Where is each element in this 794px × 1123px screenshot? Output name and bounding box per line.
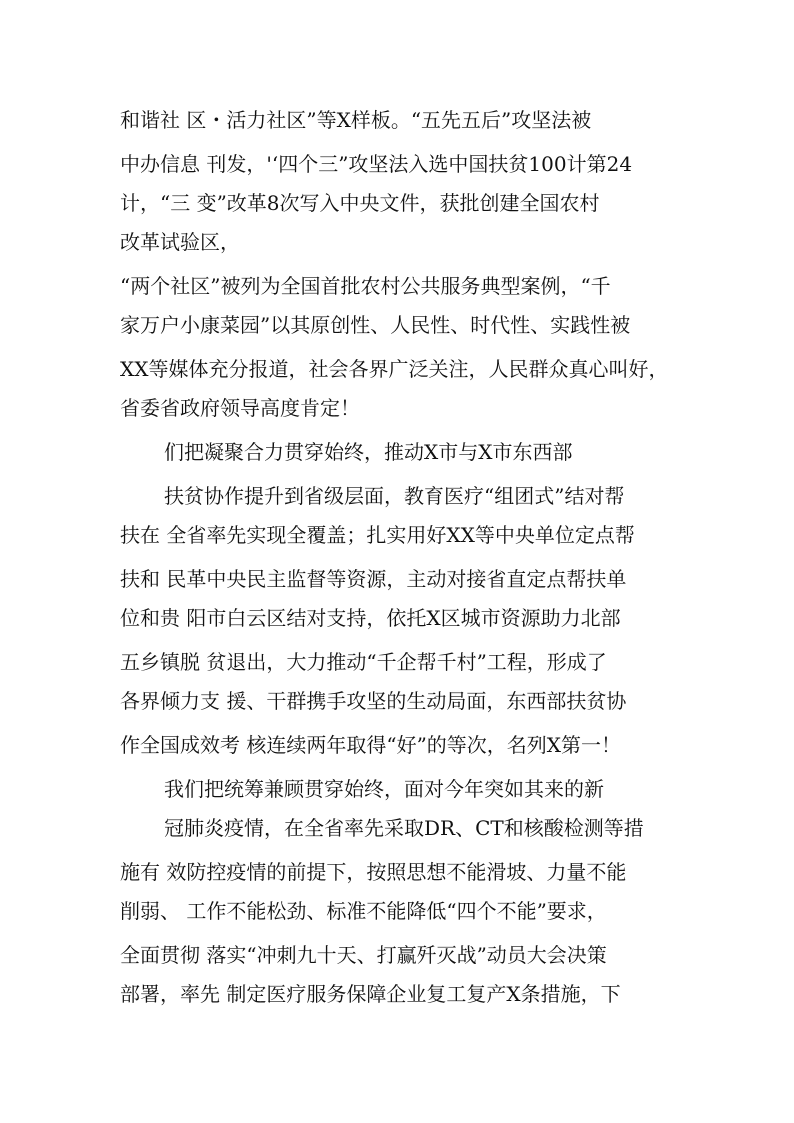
text-line: 计，“三 变”改革8次写入中央文件，获批创建全国农村	[120, 191, 600, 215]
text-line: “两个社区”被列为全国首批农村公共服务典型案例，“千	[120, 274, 611, 298]
text-line: 扶贫协作提升到省级层面，教育医疗“组团式”结对帮	[164, 484, 625, 508]
text-line: 我们把统筹兼顾贯穿始终，面对今年突如其来的新	[164, 777, 604, 801]
text-line: 扶在 全省率先实现全覆盖；扎实用好XX等中央单位定点帮	[120, 523, 635, 547]
text-line: 五乡镇脱 贫退出，大力推动“千企帮千村”工程，形成了	[120, 650, 607, 674]
text-line: 部署，率先 制定医疗服务保障企业复工复产X条措施，下	[120, 982, 621, 1006]
text-line: 施有 效防控疫情的前提下，按照思想不能滑坡、力量不能	[120, 860, 627, 884]
text-line: 作全国成效考 核连续两年取得“好”的等次，名列X第一！	[120, 733, 622, 757]
text-line: 家万户小康菜园”以其原创性、人民性、时代性、实践性被	[120, 313, 631, 337]
text-line: 们把凝聚合力贯穿始终，推动X市与X市东西部	[164, 440, 573, 464]
text-line: 扶和 民革中央民主监督等资源，主动对接省直定点帮扶单	[120, 567, 627, 591]
text-line: XX等媒体充分报道，社会各界广泛关注，人民群众真心叫好，	[120, 357, 669, 381]
text-line: 省委省政府领导高度肯定！	[120, 396, 360, 420]
text-line: 削弱、 工作不能松劲、标准不能降低“四个不能”要求，	[120, 899, 607, 923]
text-line: 冠肺炎疫情，在全省率先采取DR、CT和核酸检测等措	[164, 816, 644, 840]
text-line: 和谐社 区・活力社区”等X样板。“五先五后”攻坚法被	[120, 108, 592, 132]
text-line: 位和贵 阳市白云区结对支持，依托X区城市资源助力北部	[120, 606, 621, 630]
text-line: 改革试验区，	[120, 230, 240, 254]
text-line: 中办信息 刊发，'‘四个三”攻坚法入选中国扶贫100计第24	[120, 152, 633, 176]
text-line: 全面贯彻 落实“冲刺九十天、打赢歼灭战”动员大会决策	[120, 943, 607, 967]
text-line: 各界倾力支 援、干群携手攻坚的生动局面，东西部扶贫协	[120, 689, 627, 713]
